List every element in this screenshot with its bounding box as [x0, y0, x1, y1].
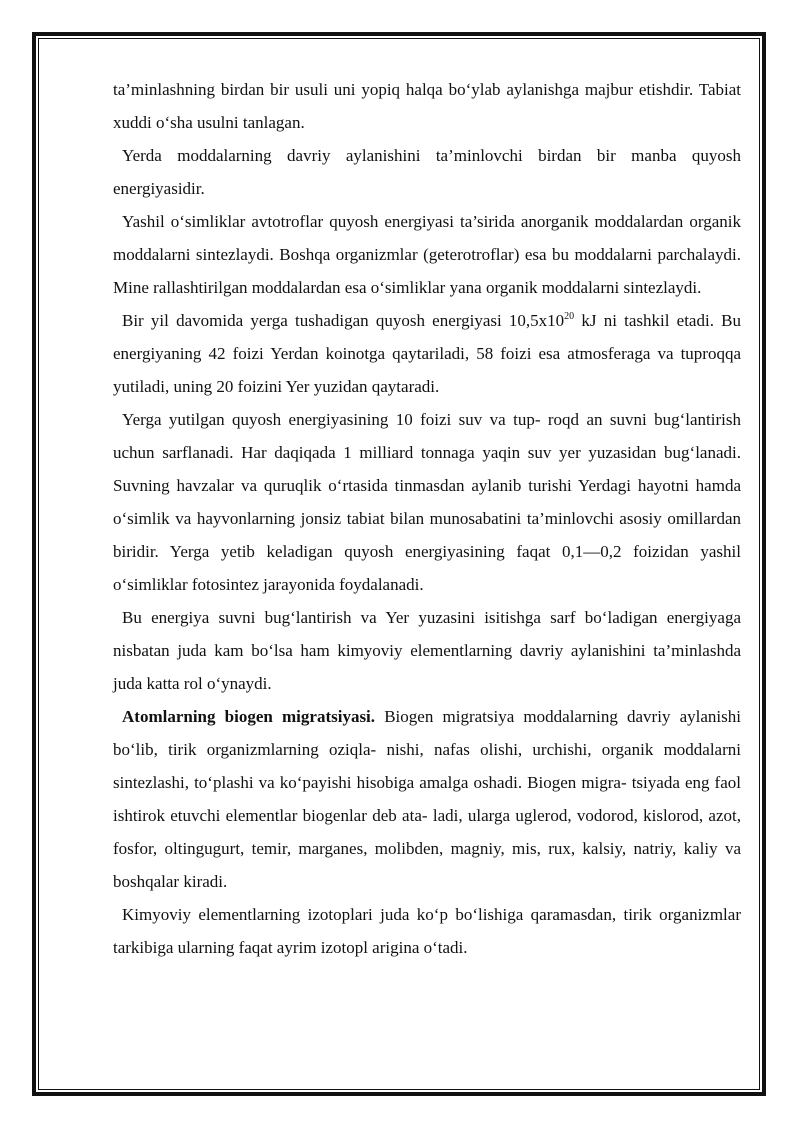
- paragraph-3: [113, 205, 741, 304]
- exponent: 20: [564, 311, 575, 322]
- paragraph-text: Bir yil davomida yerga tushadigan quyosh energiyasi 10,5x10: [122, 311, 565, 330]
- paragraph-2: [113, 139, 741, 205]
- paragraph-text: ta’minlashning birdan bir usuli uni yopiq halqa bo‘ylab aylanishga majbur etishdir. Tabiat xuddi o‘sha usulni tanlagan.: [113, 80, 741, 132]
- paragraph-4: [113, 304, 741, 403]
- paragraph-text: Yerda moddalarning davriy aylanishini ta’minlovchi birdan bir manba quyosh energiyasidir.: [113, 146, 741, 198]
- paragraph-8: [113, 898, 741, 964]
- paragraph-1: [113, 73, 741, 139]
- paragraph-text: Biogen migratsiya moddalarning davriy aylanishi bo‘lib, tirik organizmlarning oziqla- nishi, nafas olishi, urchishi, organik moddalarni sintezlashi, to‘plashi va ko‘payishi hisobiga amalga oshadi. Biogen migra- tsiyada eng faol ishtirok etuvchi elementlar biogenlar deb ata- ladi, ularga uglerod, vodorod, kislorod, azot, fosfor, oltingugurt, temir, marganes, molibden, magniy, mis, rux, kalsiy, natriy, kaliy va boshqalar kiradi.: [113, 707, 741, 891]
- document-body: [113, 73, 741, 964]
- paragraph-text: kJ ni tashkil etadi. Bu energiyaning 42 foizi Yerdan koinotga qaytariladi, 58 foizi esa atmosferaga va tuproqqa yutiladi, uning 20 foizini Yer yuzidan qaytaradi.: [113, 311, 741, 396]
- section-heading-inline: Atomlarning biogen migratsiyasi.: [122, 707, 376, 726]
- paragraph-5: [113, 403, 741, 601]
- paragraph-7: [113, 700, 741, 898]
- paragraph-6: [113, 601, 741, 700]
- paragraph-text: Yashil o‘simliklar avtotroflar quyosh energiyasi ta’sirida anorganik moddalardan organik moddalarni sintezlaydi. Boshqa organizmlar (geterotroflar) esa bu moddalarni parchalaydi. Mine rallashtirilgan moddalardan esa o‘simliklar yana organik moddalarni sintezlaydi.: [113, 212, 741, 297]
- paragraph-text: Bu energiya suvni bug‘lantirish va Yer yuzasini isitishga sarf bo‘ladigan energiyaga nisbatan juda kam bo‘lsa ham kimyoviy elementlarning davriy aylanishini ta’minlashda juda katta rol o‘ynaydi.: [113, 608, 741, 693]
- paragraph-text: Kimyoviy elementlarning izotoplari juda ko‘p bo‘lishiga qaramasdan, tirik organizmlar tarkibiga ularning faqat ayrim izotopl arigina o‘tadi.: [113, 905, 741, 957]
- paragraph-text: Yerga yutilgan quyosh energiyasining 10 foizi suv va tup- roqd an suvni bug‘lantirish uchun sarflanadi. Har daqiqada 1 milliard tonnaga yaqin suv yer yuzasidan bug‘lanadi. Suvning havzalar va quruqlik o‘rtasida tinmasdan aylanib turishi Yerdagi hayotni hamda o‘simlik va hayvonlarning jonsiz tabiat bilan munosabatini ta’minlovchi asosiy omillardan biridir. Yerga yetib keladigan quyosh energiyasining faqat 0,1—0,2 foizidan yashil o‘simliklar fotosintez jarayonida foydalanadi.: [113, 410, 741, 594]
